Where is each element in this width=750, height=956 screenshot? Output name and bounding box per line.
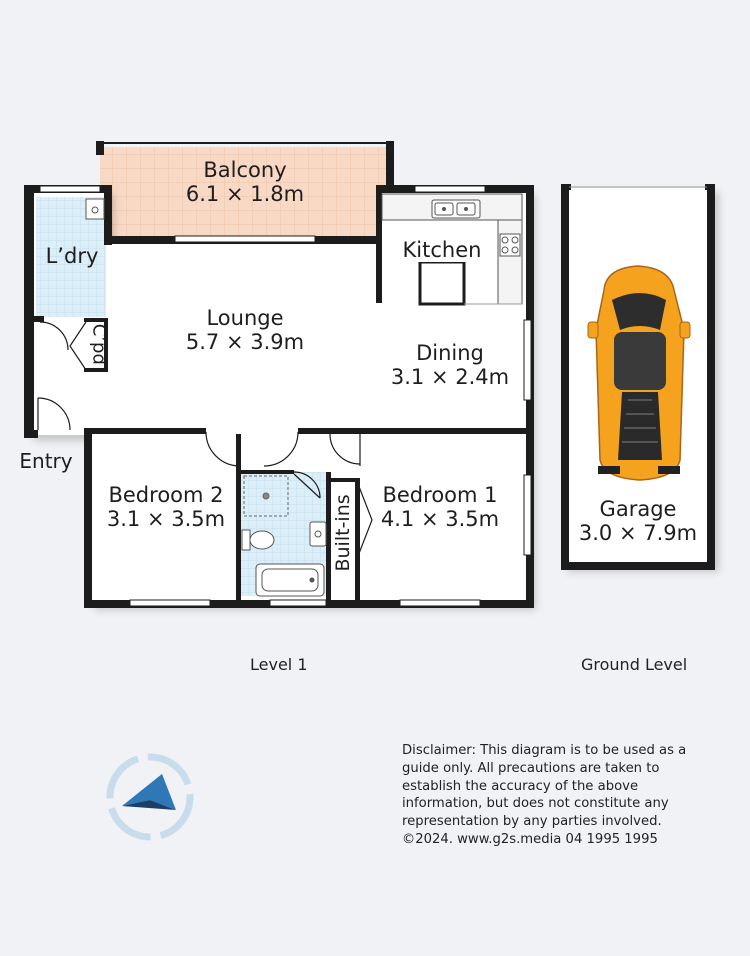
disclaimer-text: Disclaimer: This diagram is to be used as a guide only. All precautions are taken to establish the accuracy of the above information, but does not constitute any representation by any parties involved. ©2024. www.g2s.media 04 1995 1995 xyxy=(402,743,687,847)
bathtub-icon xyxy=(256,564,324,596)
bedroom1-label xyxy=(370,483,510,531)
bedroom2-label xyxy=(96,483,236,531)
toilet-icon xyxy=(242,530,274,550)
room-name: Dining xyxy=(416,341,484,365)
dining-label xyxy=(378,341,522,389)
cupboard-label xyxy=(88,314,109,374)
level1-label: Level 1 xyxy=(250,655,308,674)
room-name: Kitchen xyxy=(402,238,482,262)
room-name: Bedroom 2 xyxy=(108,483,224,507)
stove-icon xyxy=(500,234,520,256)
room-name: Entry xyxy=(19,449,73,473)
car-icon xyxy=(588,266,690,480)
sink-icon xyxy=(86,199,104,219)
room-dimensions: 6.1 × 1.8m xyxy=(185,182,305,207)
room-name: Bedroom 1 xyxy=(382,483,498,507)
ground-level-label: Ground Level xyxy=(581,655,688,674)
entry-label xyxy=(12,450,80,473)
sink-icon xyxy=(432,200,480,218)
room-dimensions: 3.0 × 7.9m xyxy=(578,521,698,546)
room-name: Garage xyxy=(599,497,677,521)
lounge-label xyxy=(170,306,320,354)
room-dimensions: 3.1 × 2.4m xyxy=(390,365,510,390)
garage-label xyxy=(570,497,706,545)
kitchen-label xyxy=(392,238,492,262)
balcony-label xyxy=(160,158,330,206)
room-name: L’dry xyxy=(45,244,99,268)
room-name: Balcony xyxy=(203,158,287,182)
room-dimensions: 3.1 × 3.5m xyxy=(106,507,226,532)
room-name: C’pd xyxy=(88,323,110,365)
room-name: Built-ins xyxy=(332,494,355,572)
room-dimensions: 4.1 × 3.5m xyxy=(380,507,500,532)
builtins-label xyxy=(333,485,355,581)
laundry-label xyxy=(38,244,106,268)
sink-icon xyxy=(310,522,326,546)
compass-icon xyxy=(110,757,190,837)
room-dimensions: 5.7 × 3.9m xyxy=(185,330,305,355)
room-name: Lounge xyxy=(206,306,284,330)
